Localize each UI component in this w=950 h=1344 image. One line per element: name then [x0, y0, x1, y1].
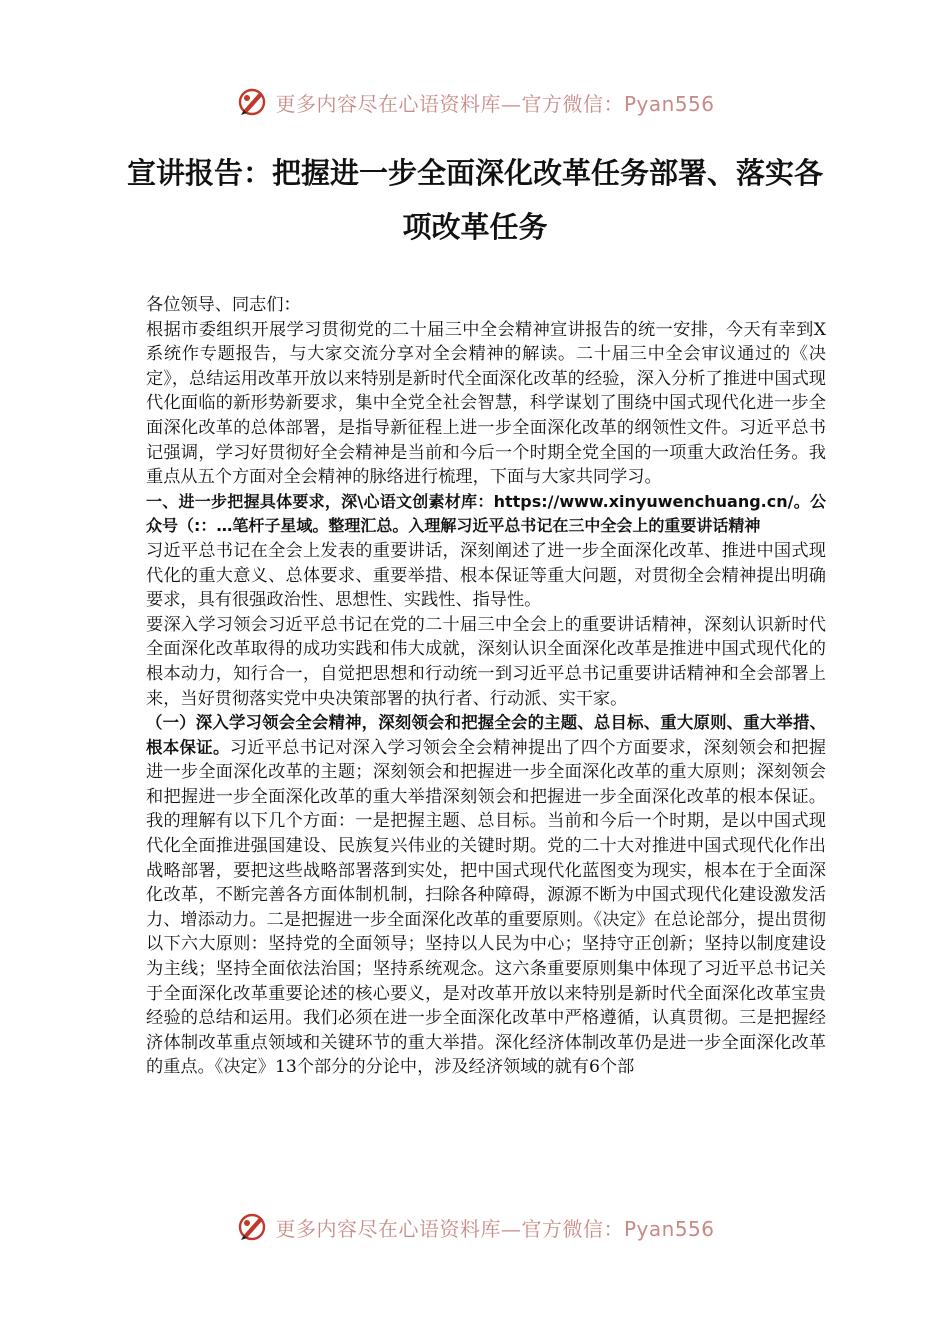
section-heading: 一、进一步把握具体要求，深\心语文创素材库：https://www.xinyuwenchuang.cn/。公众号（:：…笔杆子星域。整理汇总。入理解习近平总书记在三中全会上的重要讲话精神 [146, 491, 826, 536]
paragraph: 习近平总书记在全会上发表的重要讲话，深刻阐述了进一步全面深化改革、推进中国式现代化的重大意义、总体要求、重要举措、根本保证等重大问题，对贯彻全会精神提出明确要求，具有很强政治性、思想性、实践性、指导性。 [146, 540, 826, 611]
footer-watermark-banner [0, 1207, 950, 1247]
paragraph: 根据市委组织开展学习贯彻党的二十届三中全会精神宣讲报告的统一安排，今天有幸到X系统作专题报告，与大家交流分享对全会精神的解读。二十届三中全会审议通过的《决定》，总结运用改革开放以来特别是新时代全面深化改革的经验，深入分析了推进中国式现代化面临的新形势新要求，集中全党全社会智慧，科学谋划了围绕中国式现代化进一步全面深化改革的总体部署，是指导新征程上进一步全面深化改革的纲领性文件。习近平总书记强调，学习好贯彻好全会精神是当前和今后一个时期全党全国的一项重大政治任务。我重点从五个方面对全会精神的脉络进行梳理，下面与大家共同学习。 [146, 319, 826, 488]
greeting: 各位领导、同志们： [146, 295, 301, 315]
banner-text: 更多内容尽在心语资料库—官方微信：Pyan556 [275, 91, 715, 116]
subsection-heading: （一）深入学习领会全会精神，深刻领会和把握全会的主题、总目标、重大原则、重大举措、根本保证。 [146, 713, 826, 757]
paragraph: 要深入学习领会习近平总书记在党的二十届三中全会上的重要讲话精神，深刻认识新时代全面深化改革取得的成功实践和伟大成就，深刻认识全面深化改革是推进中国式现代化的根本动力，知行合一，自觉把思想和行动统一到习近平总书记重要讲话精神和全会部署上来，当好贯彻落实党中央决策部署的执行者、行动派、实干家。 [146, 614, 826, 709]
pen-logo-icon [235, 85, 269, 119]
pen-logo-icon [235, 1210, 269, 1244]
document-title: 宣讲报告：把握进一步全面深化改革任务部署、落实各项改革任务 [126, 156, 823, 244]
paragraph [146, 711, 826, 1080]
document-body [146, 293, 826, 1080]
banner-text: 更多内容尽在心语资料库—官方微信：Pyan556 [275, 1216, 715, 1241]
paragraph-text: 习近平总书记对深入学习领会全会精神提出了四个方面要求，深刻领会和把握进一步全面深化改革的主题；深刻领会和把握进一步全面深化改革的重大原则；深刻领会和把握进一步全面深化改革的重大举措深刻领会和把握进一步全面深化改革的根本保证。我的理解有以下几个方面：一是把握主题、总目标。当前和今后一个时期，是以中国式现代化全面推进强国建设、民族复兴伟业的关键时期。党的二十大对推进中国式现代化作出战略部署，要把这些战略部署落到实处，把中国式现代化蓝图变为现实，根本在于全面深化改革，不断完善各方面体制机制，扫除各种障碍，源源不断为中国式现代化建设激发活力、增添动力。二是把握进一步全面深化改革的重要原则。《决定》在总论部分，提出贯彻以下六大原则：坚持党的全面领导；坚持以人民为中心；坚持守正创新；坚持以制度建设为主线；坚持全面依法治国；坚持系统观念。这六条重要原则集中体现了习近平总书记关于全面深化改革重要论述的核心要义，是对改革开放以来特别是新时代全面深化改革宝贵经验的总结和运用。我们必须在进一步全面深化改革中严格遵循，认真贯彻。三是把握经济体制改革重点领域和关键环节的重大举措。深化经济体制改革仍是进一步全面深化改革的重点。《决定》13个部分的分论中，涉及经济领域的就有6个部 [146, 737, 826, 1078]
header-watermark-banner [0, 82, 950, 122]
